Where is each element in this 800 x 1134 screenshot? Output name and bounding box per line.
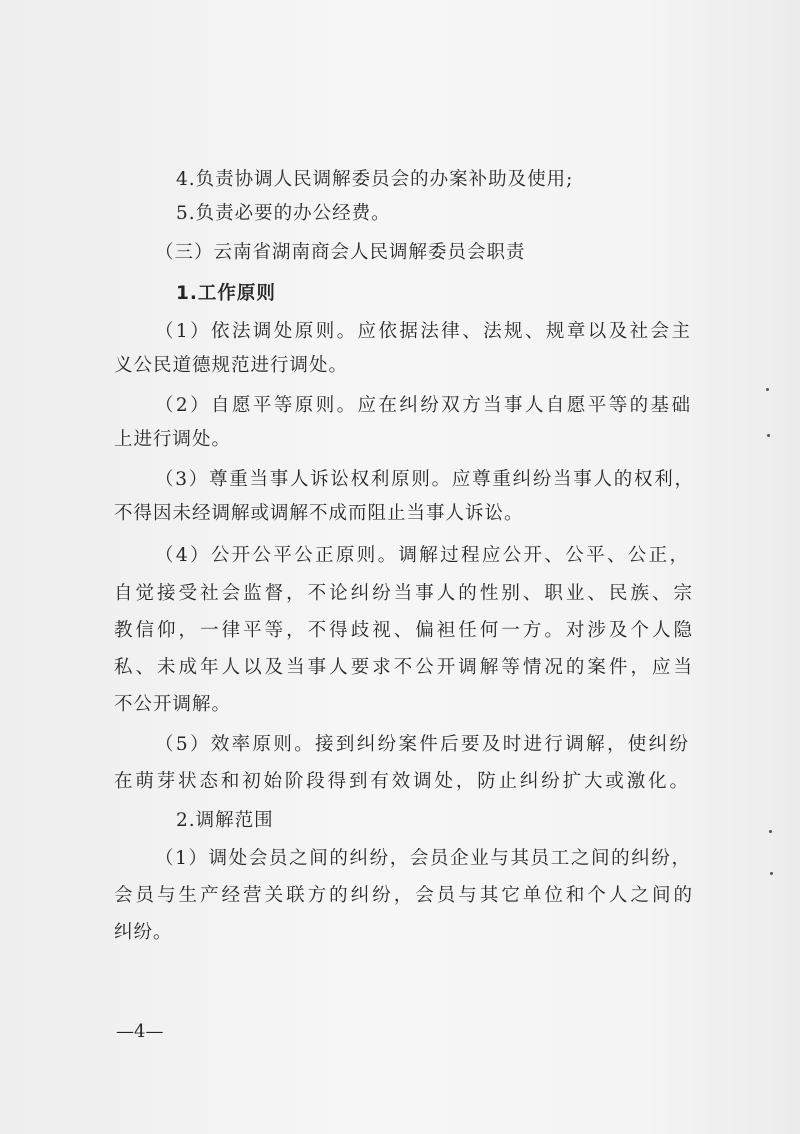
text-line-19: （1）调处会员之间的纠纷，会员企业与其员工之间的纠纷， bbox=[155, 848, 690, 869]
page-number: —4— bbox=[116, 1021, 164, 1042]
text-line-5: （1）依法调处原则。应依据法律、法规、规章以及社会主 bbox=[155, 321, 690, 342]
text-line-9: （3）尊重当事人诉讼权利原则。应尊重纠纷当事人的权利， bbox=[155, 469, 693, 490]
text-line-6: 义公民道德规范进行调处。 bbox=[114, 355, 349, 376]
text-line-10: 不得因未经调解或调解不成而阻止当事人诉讼。 bbox=[114, 503, 524, 524]
text-line-1: 4.负责协调人民调解委员会的办案补助及使用; bbox=[176, 169, 574, 190]
scan-speck bbox=[766, 388, 769, 391]
scan-speck bbox=[770, 872, 773, 875]
text-line-12: 自觉接受社会监督，不论纠纷当事人的性别、职业、民族、宗 bbox=[114, 583, 692, 604]
text-line-20: 会员与生产经营关联方的纠纷，会员与其它单位和个人之间的 bbox=[114, 885, 692, 906]
text-line-11: （4）公开公平公正原则。调解过程应公开、公平、公正， bbox=[155, 545, 688, 566]
text-line-8: 上进行调处。 bbox=[114, 429, 232, 450]
text-line-17: 在萌芽状态和初始阶段得到有效调处，防止纠纷扩大或激化。 bbox=[114, 771, 688, 792]
scan-speck bbox=[767, 434, 770, 437]
subsection-heading-mediation-scope: 2.调解范围 bbox=[176, 810, 274, 831]
text-line-2: 5.负责必要的办公经费。 bbox=[176, 203, 391, 224]
scan-speck bbox=[769, 830, 772, 833]
text-line-16: （5）效率原则。接到纠纷案件后要及时进行调解，使纠纷 bbox=[155, 734, 688, 755]
subsection-heading-work-principles: 1.工作原则 bbox=[176, 283, 276, 304]
text-line-21: 纠纷。 bbox=[114, 922, 173, 943]
text-line-7: （2）自愿平等原则。应在纠纷双方当事人自愿平等的基础 bbox=[155, 395, 690, 416]
text-line-13: 教信仰，一律平等，不得歧视、偏袒任何一方。对涉及个人隐 bbox=[114, 620, 692, 641]
text-line-14: 私、未成年人以及当事人要求不公开调解等情况的案件，应当 bbox=[114, 657, 692, 678]
text-line-15: 不公开调解。 bbox=[114, 694, 232, 715]
section-heading-3: （三）云南省湖南商会人民调解委员会职责 bbox=[155, 242, 526, 263]
